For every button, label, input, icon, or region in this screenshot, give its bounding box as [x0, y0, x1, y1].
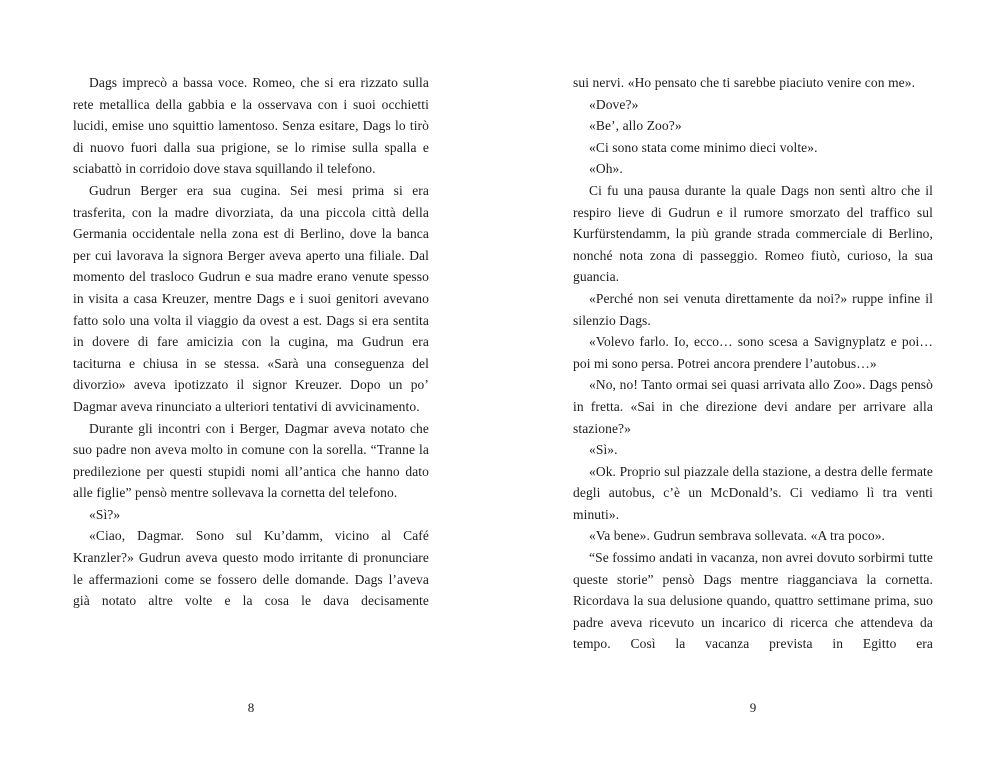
paragraph: «Ci sono stata come minimo dieci volte».	[589, 139, 818, 155]
paragraph: «No, no! Tanto ormai sei quasi arrivata allo Zoo». Dags pensò in fretta. «Sai in che direzione devi andare per arrivare alla stazione?»	[573, 377, 933, 436]
paragraph: «Sì?»	[89, 506, 121, 522]
paragraph: «Volevo farlo. Io, ecco… sono scesa a Savignyplatz e poi… poi mi sono persa. Potrei ancora prendere l’autobus…»	[573, 334, 933, 371]
page-right	[573, 72, 933, 715]
page-number-left: 8	[247, 700, 255, 715]
page-number-right: 9	[749, 700, 757, 715]
paragraph: «Sì».	[589, 442, 618, 458]
page-right-text-column	[573, 72, 933, 679]
page-left	[73, 72, 429, 715]
paragraph: «Va bene». Gudrun sembrava sollevata. «A tra poco».	[589, 528, 886, 544]
paragraph: «Ok. Proprio sul piazzale della stazione, a destra delle fermate degli autobus, c’è un McDonald’s. Ci vediamo lì tra venti minuti».	[573, 463, 933, 522]
paragraph: Dags imprecò a bassa voce. Romeo, che si era rizzato sulla rete metallica della gabbia e la osservava con i suoi occhietti lucidi, emise uno squittio lamentoso. Senza esitare, Dags lo tirò di nuovo fuori dalla sua prigione, se lo rimise sulla spalla e sciabattò in corridoio dove stava squillando il telefono.	[73, 75, 429, 177]
paragraph: «Perché non sei venuta direttamente da noi?» ruppe infine il silenzio Dags.	[573, 290, 933, 328]
paragraph: sui nervi. «Ho pensato che ti sarebbe piaciuto venire con me».	[573, 75, 916, 90]
paragraph: «Ciao, Dagmar. Sono sul Ku’damm, vicino al Café Kranzler?» Gudrun aveva questo modo irritante di pronunciare le affermazioni come se fossero delle domande. Dags l’aveva già notato altre volte e la cosa le dava decisamente	[73, 528, 429, 609]
paragraph: Gudrun Berger era sua cugina. Sei mesi prima si era trasferita, con la madre divorziata, da una piccola città della Germania occidentale nella zona est di Berlino, dove la banca per cui lavorava la signora Berger aveva aperto una filiale. Dal momento del trasloco Gudrun e sua madre erano venute spesso in visita a casa Kreuzer, mentre Dags e i suoi genitori avevano fatto solo una volta il viaggio da ovest a est. Dags si era sentita in dovere di fare amicizia con la cugina, ma Gudrun era taciturna e chiusa in se stessa. «Sarà una conseguenza del divorzio» aveva ipotizzato il signor Kreuzer. Dopo un po’ Dagmar aveva rinunciato a ulteriori tentativi di avvicinamento.	[73, 182, 429, 414]
paragraph: “Se fossimo andati in vacanza, non avrei dovuto sorbirmi tutte queste storie” pensò Dags mentre riagganciava la cornetta. Ricordava la sua delusione quando, quattro settimane prima, suo padre aveva ricevuto un incarico di ricerca che attendeva da tempo. Così la vacanza prevista in Egitto era	[573, 550, 933, 652]
paragraph: «Oh».	[589, 161, 623, 177]
paragraph: «Be’, allo Zoo?»	[589, 118, 682, 134]
page-left-text-column	[73, 72, 429, 679]
paragraph: Ci fu una pausa durante la quale Dags non sentì altro che il respiro lieve di Gudrun e il rumore smorzato del traffico sul Kurfürstendamm, la più grande strada commerciale di Berlino, nonché nota zona di passeggio. Romeo fiutò, curioso, la sua guancia.	[573, 182, 933, 285]
paragraph: Durante gli incontri con i Berger, Dagmar aveva notato che suo padre non aveva molto in comune con la sorella. “Tranne la predilezione per questi stupidi nomi all’antica che hanno dato alle figlie” pensò mentre sollevava la cornetta del telefono.	[73, 420, 429, 501]
paragraph: «Dove?»	[589, 96, 639, 112]
